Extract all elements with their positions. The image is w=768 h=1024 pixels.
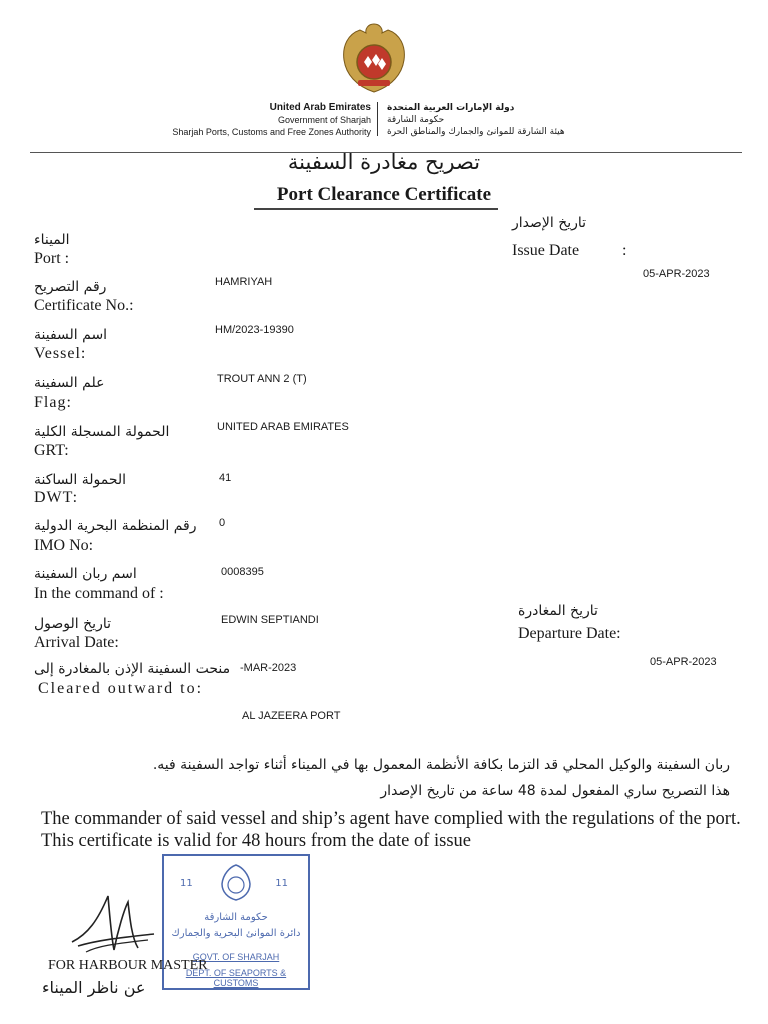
vessel-label: Vessel: bbox=[34, 345, 87, 362]
issue-date-value: 05-APR-2023 bbox=[643, 268, 710, 280]
dwt-label: DWT: bbox=[34, 489, 79, 506]
header-government-en: Government of Sharjah bbox=[277, 115, 371, 125]
port-value: HAMRIYAH bbox=[215, 276, 273, 288]
page-title: Port Clearance Certificate bbox=[276, 184, 492, 205]
imo-no-label: IMO No: bbox=[34, 537, 94, 554]
flag-value: UNITED ARAB EMIRATES bbox=[217, 421, 349, 433]
header-country-ar: دولة الإمارات العربية المتحدة bbox=[387, 103, 515, 113]
stamp-text-ar-1: حكومة الشارقة bbox=[204, 912, 268, 923]
grt-label-ar: الحمولة المسجلة الكلية bbox=[34, 424, 170, 440]
imo-no-label-ar: رقم المنظمة البحرية الدولية bbox=[34, 518, 197, 534]
stamp-number-left: 11 bbox=[180, 878, 193, 889]
dwt-value: 0 bbox=[219, 517, 226, 529]
grt-label: GRT: bbox=[34, 442, 69, 459]
departure-date-value: 05-APR-2023 bbox=[650, 656, 717, 668]
harbour-master-label: FOR HARBOUR MASTER bbox=[48, 958, 208, 973]
harbour-master-label-ar: عن ناظر الميناء bbox=[42, 978, 146, 997]
certificate-no-label-ar: رقم التصريح bbox=[34, 279, 107, 295]
cleared-outward-label: Cleared outward to: bbox=[38, 680, 204, 697]
issue-date-label-ar: تاريخ الإصدار bbox=[512, 215, 587, 231]
statement-english: The commander of said vessel and ship’s agent have complied with the regulations of the port. This certificate is valid for 48 hours from the date of issue bbox=[41, 809, 741, 851]
flag-label-ar: علم السفينة bbox=[34, 375, 105, 391]
statement-arabic-line2: هذا التصريح ساري المفعول لمدة 48 ساعة من تاريخ الإصدار bbox=[380, 783, 730, 799]
header-government-ar: حكومة الشارقة bbox=[387, 115, 445, 125]
imo-no-value: 0008395 bbox=[221, 566, 264, 578]
stamp-text-en-1: GOVT. OF SHARJAH bbox=[192, 952, 280, 962]
cleared-outward-value: AL JAZEERA PORT bbox=[242, 710, 341, 722]
arrival-date-label: Arrival Date: bbox=[34, 634, 119, 651]
arrival-date-label-ar: تاريخ الوصول bbox=[34, 616, 111, 632]
issue-date-label: Issue Date bbox=[512, 242, 580, 259]
header-country-en: United Arab Emirates bbox=[269, 102, 371, 113]
signature-icon bbox=[68, 890, 158, 958]
page-title-arabic: تصريح مغادرة السفينة bbox=[287, 150, 481, 174]
grt-value: 41 bbox=[219, 472, 232, 484]
header-divider bbox=[377, 102, 378, 136]
statement-arabic bbox=[30, 752, 730, 804]
vessel-value: TROUT ANN 2 (T) bbox=[217, 373, 307, 385]
stamp-text-ar-2: دائرة الموانئ البحرية والجمارك bbox=[171, 928, 301, 939]
certificate-no-label: Certificate No.: bbox=[34, 297, 134, 314]
statement-arabic-line1: ربان السفينة والوكيل المحلي قد التزما بكافة الأنظمة المعمول بها في الميناء أثناء تواجد السفينة فيه. bbox=[152, 757, 730, 773]
issue-date-colon: : bbox=[622, 242, 627, 259]
header-english-block bbox=[172, 102, 371, 138]
stamp-text-en-2: DEPT. OF SEAPORTS & CUSTOMS bbox=[185, 968, 287, 988]
header-authority-ar: هيئة الشارقة للموانئ والجمارك والمناطق الحرة bbox=[387, 127, 565, 137]
flag-label: Flag: bbox=[34, 394, 72, 411]
stamp-emblem-icon bbox=[216, 862, 256, 902]
cleared-outward-label-ar: منحت السفينة الإذن بالمغادرة إلى bbox=[34, 661, 231, 677]
departure-date-label: Departure Date: bbox=[518, 625, 621, 642]
vessel-label-ar: اسم السفينة bbox=[34, 327, 108, 343]
title-underline bbox=[254, 208, 498, 210]
port-label-ar: الميناء bbox=[34, 232, 70, 248]
arrival-date-value: -MAR-2023 bbox=[240, 662, 297, 674]
port-label: Port : bbox=[34, 250, 70, 267]
command-value: EDWIN SEPTIANDI bbox=[221, 614, 319, 626]
header-authority-en: Sharjah Ports, Customs and Free Zones Authority bbox=[172, 127, 371, 137]
certificate-no-value: HM/2023-19390 bbox=[215, 324, 294, 336]
dwt-label-ar: الحمولة الساكنة bbox=[34, 472, 127, 488]
departure-date-label-ar: تاريخ المغادرة bbox=[518, 603, 598, 619]
header-arabic-block bbox=[387, 102, 565, 138]
command-label: In the command of : bbox=[34, 585, 164, 602]
stamp-number-right: 11 bbox=[275, 878, 288, 889]
command-label-ar: اسم ربان السفينة bbox=[34, 566, 137, 582]
uae-eagle-emblem-icon bbox=[340, 20, 408, 96]
